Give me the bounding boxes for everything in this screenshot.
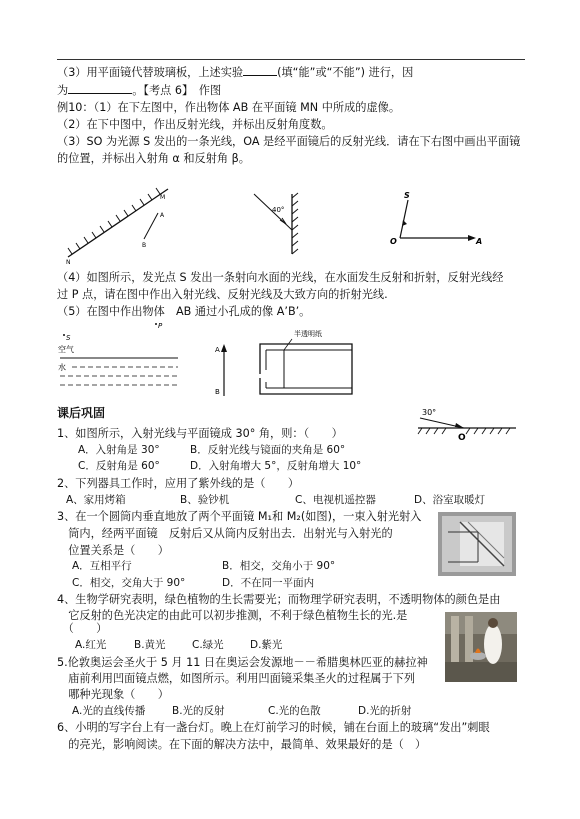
p1-option-b: B．反射光线与镜面的夹角是 60° <box>190 444 346 456</box>
p5-option-b: B.光的反射 <box>172 705 225 717</box>
q3-text-b: (填“能”或“不能”) 进行，因 <box>277 66 414 79</box>
p4-option-d: D.紫光 <box>250 639 283 651</box>
section-title: 课后巩固 <box>57 406 106 420</box>
p3-option-b: B．相交，交角小于 90° <box>222 560 336 572</box>
figure-mirror-ab <box>60 185 175 265</box>
label-b: B <box>142 242 147 249</box>
q4-line2: 过 P 点，请在图中作出入射光线、反射光线及大致方向的折射光线. <box>57 288 388 301</box>
label-a: A <box>215 346 220 354</box>
p6-line1: 6、小明的写字台上有一盏台灯。晚上在灯前学习的时候，铺在台面上的玻璃“发出”刺眼 <box>57 721 490 734</box>
label-paper: 半透明纸 <box>294 330 322 338</box>
label-a: A <box>476 237 483 246</box>
p5-option-d: D.光的折射 <box>358 705 412 717</box>
label-n: N <box>66 259 71 266</box>
p5-line2: 庙前利用凹面镜点燃，如图所示。利用凹面镜采集圣火的过程属于下列 <box>57 672 416 685</box>
label-a: A <box>160 212 165 219</box>
label-p: P <box>158 322 163 330</box>
label-s: S <box>404 191 410 200</box>
answer-blank <box>243 64 277 76</box>
p4-option-a: A.红光 <box>75 639 107 651</box>
p1-stem: 1、如图所示，入射光线与平面镜成 30° 角，则：（ ） <box>57 427 343 440</box>
p5-option-a: A.光的直线传播 <box>72 705 146 717</box>
p3-line3: 位置关系是（ ） <box>57 544 169 557</box>
p4-line1: 4、生物学研究表明，绿色植物的生长需要光；而物理学研究表明，不透明物体的颜色是由 <box>57 593 501 606</box>
q4-line1: （4）如图所示，发光点 S 发出一条射向水面的光线，在水面发生反射和折射，反射光线经 <box>57 271 504 284</box>
label-o: O <box>458 433 466 443</box>
example10-part3b: 的位置，并标出入射角 α 和反射角 β。 <box>57 152 250 165</box>
p4-line2: 它反射的色光决定的由此可以初步推测，不利于绿色植物生长的光.是 <box>57 609 408 622</box>
p3-option-a: A．互相平行 <box>72 560 132 572</box>
q3-line2 <box>57 82 221 98</box>
figure-soa <box>388 190 488 250</box>
p5-line1: 5.伦敦奥运会圣火于 5 月 11 日在奥运会发源地－－希腊奥林匹亚的赫拉神 <box>57 656 428 669</box>
p3-option-c: C．相交，交角大于 90° <box>72 577 186 589</box>
p6-line2: 的亮光，影响阅读。在下面的解决方法中，最简单、效果最好的是（ ） <box>57 738 427 751</box>
p1-option-d: D．入射角增大 5°，反射角增大 10° <box>190 460 362 472</box>
top-rule <box>57 59 525 60</box>
figure-mirror-40 <box>240 190 310 260</box>
p2-stem: 2、下列器具工作时，应用了紫外线的是（ ） <box>57 477 300 490</box>
label-water: 水 <box>58 363 66 372</box>
p4-option-b: B.黄光 <box>134 639 166 651</box>
cylinder-mirrors-photo <box>438 512 516 576</box>
p2-option-b: B、验钞机 <box>180 494 230 506</box>
angle-label: 30° <box>422 408 437 417</box>
p2-option-c: C、电视机遥控器 <box>295 494 376 506</box>
figure-30-mirror <box>418 398 518 443</box>
figure-air-water <box>60 320 185 390</box>
p1-option-c: C．反射角是 60° <box>78 460 160 472</box>
label-o: O <box>390 237 397 246</box>
p1-option-a: A．入射角是 30° <box>78 444 160 456</box>
q3-text-d: 。【考点 6】 作图 <box>132 84 222 97</box>
answer-blank <box>68 82 132 94</box>
olympic-flame-photo <box>445 612 517 682</box>
example10-part3a: （3）SO 为光源 S 发出的一条光线，OA 是经平面镜后的反射光线．请在下右图中画出平面镜 <box>57 135 521 148</box>
example10-part2: （2）在下中图中，作出反射光线，并标出反射角度数。 <box>57 118 333 131</box>
p3-line2: 筒内，经两平面镜 反射后又从筒内反射出去．出射光与入射光的 <box>57 527 393 540</box>
p4-option-c: C.绿光 <box>192 639 224 651</box>
q5-line: （5）在图中作出物体 AB 通过小孔成的像 A’B’。 <box>57 305 311 318</box>
label-s: S <box>66 334 71 342</box>
example10-part1: 例10：（1）在下左图中，作出物体 AB 在平面镜 MN 中所成的虚像。 <box>57 101 401 114</box>
p5-option-c: C.光的色散 <box>268 705 321 717</box>
p4-line3: （ ） <box>57 622 108 635</box>
p2-option-d: D、浴室取暖灯 <box>414 494 486 506</box>
label-air: 空气 <box>58 345 74 354</box>
label-m: M <box>160 194 166 201</box>
p3-option-d: D．不在同一平面内 <box>222 577 315 589</box>
label-b: B <box>215 388 220 396</box>
q3-line1 <box>57 64 413 80</box>
p5-line3: 哪种光现象（ ） <box>57 688 169 701</box>
p3-line1: 3、在一个圆筒内垂直地放了两个平面镜 M₁和 M₂(如图)，一束入射光射入 <box>57 510 422 523</box>
q3-text-c: 为 <box>57 84 69 97</box>
q3-text-a: （3）用平面镜代替玻璃板，上述实验 <box>57 66 244 79</box>
angle-label: 40° <box>272 206 285 214</box>
figure-pinhole <box>212 326 362 406</box>
p2-option-a: A、家用烤箱 <box>66 494 126 506</box>
